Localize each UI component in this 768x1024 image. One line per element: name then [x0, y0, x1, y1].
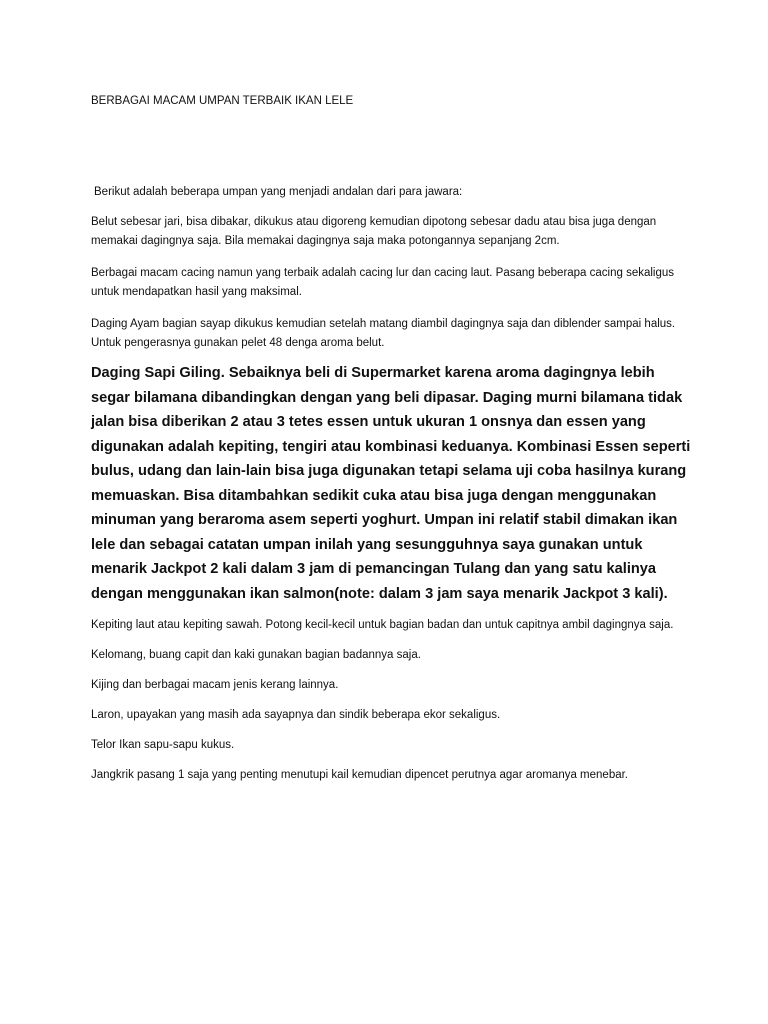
paragraph-kepiting: Kepiting laut atau kepiting sawah. Potong kecil-kecil untuk bagian badan dan untuk capitnya ambil dagingnya saja.	[91, 619, 674, 631]
paragraph-belut: Belut sebesar jari, bisa dibakar, dikukus atau digoreng kemudian dipotong sebesar dadu atau bisa juga dengan memakai dagingnya saja. Bila memakai dagingnya saja maka potongannya sepanjang 2cm.	[91, 216, 657, 247]
document-body	[91, 93, 691, 785]
paragraph-intro: Berikut adalah beberapa umpan yang menjadi andalan dari para jawara:	[94, 186, 463, 198]
paragraph-daging-ayam: Daging Ayam bagian sayap dikukus kemudian setelah matang diambil dagingnya saja dan diblender sampai halus. Untuk pengerasnya gunakan pelet 48 denga aroma belut.	[91, 318, 676, 349]
paragraph-daging-sapi-giling: Daging Sapi Giling. Sebaiknya beli di Supermarket karena aroma dagingnya lebih segar bilamana dibandingkan dengan yang beli dipasar. Daging murni bilamana tidak jalan bisa diberikan 2 atau 3 tetes essen untuk ukuran 1 onsnya dan essen yang digunakan adalah kepiting, tengiri atau kombinasi keduanya. Kombinasi Essen seperti bulus, udang dan lain-lain bisa juga digunakan tetapi selama uji coba hasilnya kurang memuaskan. Bisa ditambahkan sedikit cuka atau bisa juga dengan menggunakan minuman yang beraroma asem seperti yoghurt. Umpan ini relatif stabil dimakan ikan lele dan sebagai catatan umpan inilah yang sesungguhnya saya gunakan untuk menarik Jackpot 2 kali dalam 3 jam di pemancingan Tulang dan yang satu kalinya dengan menggunakan ikan salmon(note: dalam 3 jam saya menarik Jackpot 3 kali).	[91, 365, 691, 602]
paragraph-cacing: Berbagai macam cacing namun yang terbaik adalah cacing lur dan cacing laut. Pasang beberapa cacing sekaligus untuk mendapatkan hasil yang maksimal.	[91, 267, 675, 298]
paragraph-telor-ikan: Telor Ikan sapu-sapu kukus.	[91, 739, 235, 751]
paragraph-jangkrik: Jangkrik pasang 1 saja yang penting menutupi kail kemudian dipencet perutnya agar aromanya menebar.	[91, 769, 629, 781]
document-title: BERBAGAI MACAM UMPAN TERBAIK IKAN LELE	[91, 95, 354, 107]
paragraph-kelomang: Kelomang, buang capit dan kaki gunakan bagian badannya saja.	[91, 649, 421, 661]
paragraph-laron: Laron, upayakan yang masih ada sayapnya dan sindik beberapa ekor sekaligus.	[91, 709, 501, 721]
paragraph-kijing: Kijing dan berbagai macam jenis kerang lainnya.	[91, 679, 339, 691]
